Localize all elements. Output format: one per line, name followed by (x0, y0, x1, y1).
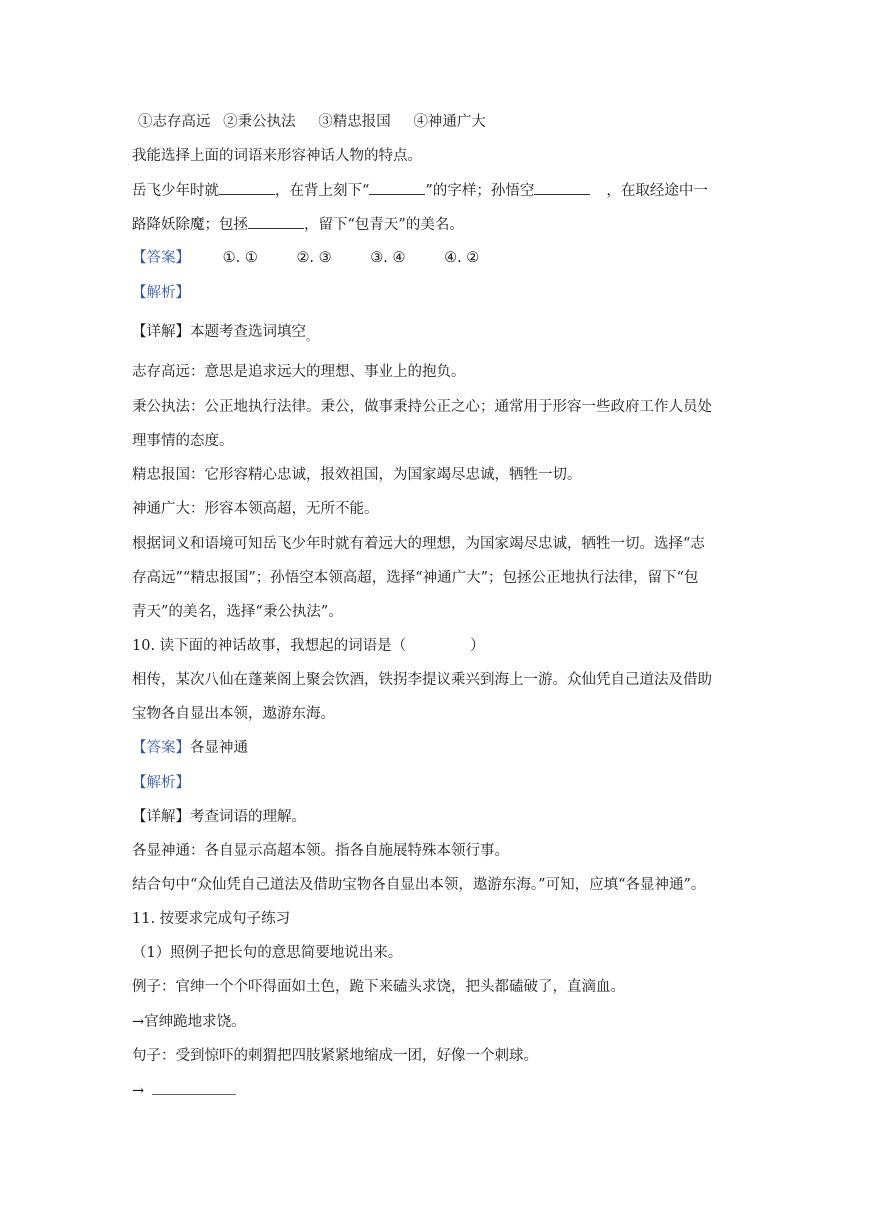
option-4: ④神通广大 (413, 114, 486, 130)
option-2: ②秉公执法 (223, 114, 296, 130)
q10-stem-end: ） (470, 638, 485, 654)
q10-stem-text: 10. 读下面的神话故事，我想起的词语是（ (132, 638, 407, 654)
fill-blank-2[interactable] (369, 180, 425, 195)
answer-item: ②. ③ (296, 250, 332, 266)
q9-explanation: 存高远”“精忠报国”；孙悟空本领高超，选择“神通广大”；包拯公正地执行法律，留下“包 (132, 570, 699, 586)
fill-blank-4[interactable] (248, 214, 304, 229)
q9-sentence-line2 (132, 214, 464, 235)
answer-label: 【答案】 (132, 740, 190, 756)
q9-explanation: 神通广大：形容本领高超，无所不能。 (132, 501, 379, 517)
answer-item: ①. ① (222, 250, 258, 266)
q11-sub1: （1）照例子把长句的意思简要地说出来。 (132, 945, 403, 961)
q10-explanation: 结合句中“众仙凭自己道法及借助宝物各自显出本领，遨游东海。”可知，应填“各显神通”。 (132, 877, 706, 893)
q10-answer (132, 738, 248, 758)
q9-explanation: 志存高远：意思是追求远大的理想、事业上的抱负。 (132, 364, 466, 380)
q10-detail (132, 807, 306, 827)
q11-sentence: 句子：受到惊吓的刺猬把四肢紧紧地缩成一团，好像一个刺球。 (132, 1048, 538, 1064)
answer-item: ④. ② (444, 250, 480, 266)
q11-answer-blank[interactable] (152, 1080, 236, 1095)
q11-answer-line (132, 1080, 236, 1101)
fill-blank-1[interactable] (219, 180, 275, 195)
detail-text: 考查词语的理解。 (190, 809, 306, 825)
option-1: ①志存高远 (138, 114, 211, 130)
q9-explanation: 理事情的态度。 (132, 433, 234, 449)
q9-explanation: 青天”的美名，选择“秉公执法”。 (132, 604, 343, 620)
q11-stem: 11. 按要求完成句子练习 (132, 911, 291, 927)
q9-detail (132, 322, 317, 343)
q9-text-part: 岳飞少年时就 (132, 183, 219, 199)
q9-answer (132, 248, 479, 268)
answer-text: 各显神通 (190, 740, 248, 756)
option-3: ③精忠报国 (318, 114, 391, 130)
q9-explanation: 根据词义和语境可知岳飞少年时就有着远大的理想，为国家竭尽忠诚，牺牲一切。选择“志 (132, 536, 705, 552)
q10-story: 宝物各自显出本领，遨游东海。 (132, 706, 335, 722)
q10-analysis-label: 【解析】 (132, 775, 190, 791)
answer-label: 【答案】 (132, 250, 190, 266)
detail-text: 本题考查选词填空 (190, 324, 306, 340)
q11-example-answer: →官绅跪地求饶。 (132, 1014, 246, 1030)
arrow-icon: → (132, 1083, 145, 1099)
q9-sentence-line1 (132, 180, 708, 201)
q9-text-part: ，在取经途中一 (606, 183, 708, 199)
q11-example: 例子：官绅一个个吓得面如土色，跪下来磕头求饶，把头都磕破了，直滴血。 (132, 979, 625, 995)
q9-explanation: 精忠报国：它形容精心忠诚，报效祖国，为国家竭尽忠诚，牺牲一切。 (132, 467, 582, 483)
q10-stem (132, 636, 485, 656)
q9-options (138, 112, 486, 132)
detail-label: 【详解】 (132, 809, 190, 825)
q9-analysis-label: 【解析】 (132, 285, 190, 301)
q9-text-part: 路降妖除魔；包拯 (132, 217, 248, 233)
answer-item: ③. ④ (370, 250, 406, 266)
q10-story: 相传，某次八仙在蓬莱阁上聚会饮酒，铁拐李提议乘兴到海上一游。众仙凭自己道法及借助 (132, 672, 712, 688)
detail-end: 。 (306, 330, 317, 343)
detail-label: 【详解】 (132, 324, 190, 340)
q9-explanation: 秉公执法：公正地执行法律。秉公，做事秉持公正之心；通常用于形容一些政府工作人员处 (132, 399, 712, 415)
q10-explanation: 各显神通：各自显示高超本领。指各自施展特殊本领行事。 (132, 843, 509, 859)
fill-blank-3[interactable] (534, 180, 590, 195)
q9-text-part: ”的字样；孙悟空 (425, 183, 535, 199)
q9-instruction: 我能选择上面的词语来形容神话人物的特点。 (132, 148, 422, 164)
q9-text-part: ，留下“包青天”的美名。 (304, 217, 464, 233)
q9-text-part: ，在背上刻下“ (275, 183, 370, 199)
